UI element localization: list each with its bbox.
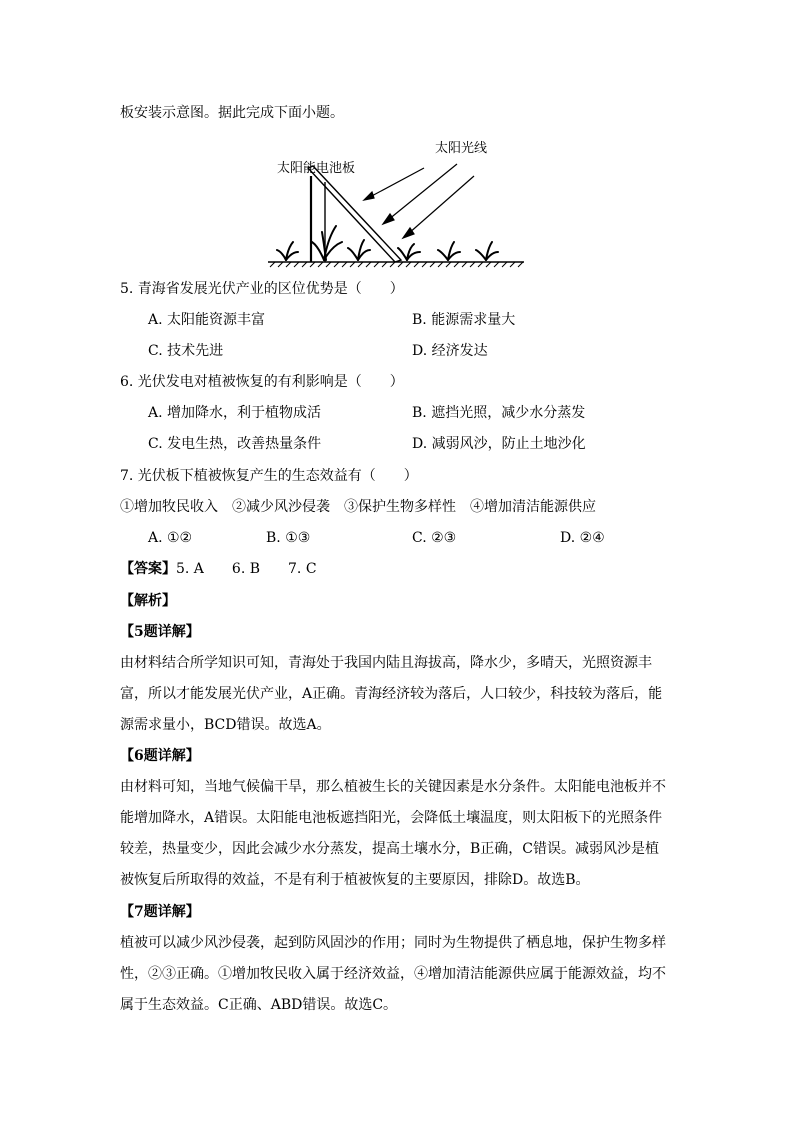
question-5-stem: 5. 青海省发展光伏产业的区位优势是（ ） [120, 281, 404, 297]
answer-label: 【答案】 [120, 561, 176, 577]
intro-text: 板安装示意图。据此完成下面小题。 [120, 105, 344, 121]
question-7-option-d: D. ②④ [560, 530, 605, 546]
question-6-stem: 6. 光伏发电对植被恢复的有利影响是（ ） [120, 374, 404, 390]
question-5-option-a: A. 太阳能资源丰富 [148, 312, 266, 328]
question-7-option-c: C. ②③ [412, 530, 457, 546]
question-5-option-b: B. 能源需求量大 [412, 312, 516, 328]
figure-label-panel: 太阳能电池板 [277, 161, 356, 176]
answer-values: 5. A 6. B 7. C [176, 561, 317, 577]
detail-6-heading: 【6题详解】 [120, 748, 200, 764]
solar-panel-diagram [262, 134, 532, 270]
answer-line [120, 559, 317, 579]
question-6-option-d: D. 减弱风沙，防止土地沙化 [412, 436, 586, 452]
question-7-stem: 7. 光伏板下植被恢复产生的生态效益有（ ） [120, 468, 418, 484]
ground-line [268, 262, 524, 267]
question-5-option-c: C. 技术先进 [148, 343, 224, 359]
solar-panel [308, 166, 401, 262]
detail-5-heading: 【5题详解】 [120, 624, 200, 640]
figure-label-sun: 太阳光线 [435, 141, 488, 156]
analysis-label: 【解析】 [120, 593, 176, 609]
question-7-option-b: B. ①③ [266, 530, 311, 546]
detail-6-body: 由材料可知，当地气候偏干旱，那么植被生长的关键因素是水分条件。太阳能电池板并不能增加降水，A错误。太阳能电池板遮挡阳光，会降低土壤温度，则太阳板下的光照条件较差，热量变少，因此会减少水分蒸发，提高土壤水分，B正确，C错误。减弱风沙是植被恢复后所取得的效益，不是有利于植被恢复的主要原因，排除D。故选B。 [120, 779, 666, 888]
question-6-option-c: C. 发电生热，改善热量条件 [148, 436, 322, 452]
question-5-option-d: D. 经济发达 [412, 343, 488, 359]
question-6-option-a: A. 增加降水，利于植物成活 [148, 405, 322, 421]
detail-7-body: 植被可以减少风沙侵袭，起到防风固沙的作用；同时为生物提供了栖息地，保护生物多样性，②③正确。①增加牧民收入属于经济效益，④增加清洁能源供应属于能源效益，均不属于生态效益。C正确、ABD错误。故选C。 [120, 935, 666, 1013]
detail-5-body: 由材料结合所学知识可知，青海处于我国内陆且海拔高，降水少，多晴天，光照资源丰富，所以才能发展光伏产业，A正确。青海经济较为落后，人口较少，科技较为落后，能源需求量小，BCD错误。故选A。 [120, 655, 663, 733]
detail-7-heading: 【7题详解】 [120, 904, 200, 920]
question-6-option-b: B. 遮挡光照，减少水分蒸发 [412, 405, 586, 421]
sun-ray-arrows [364, 164, 474, 238]
question-7-items: ①增加牧民收入 ②减少风沙侵袭 ③保护生物多样性 ④增加清洁能源供应 [120, 499, 596, 515]
question-7-option-a: A. ①② [148, 530, 193, 546]
